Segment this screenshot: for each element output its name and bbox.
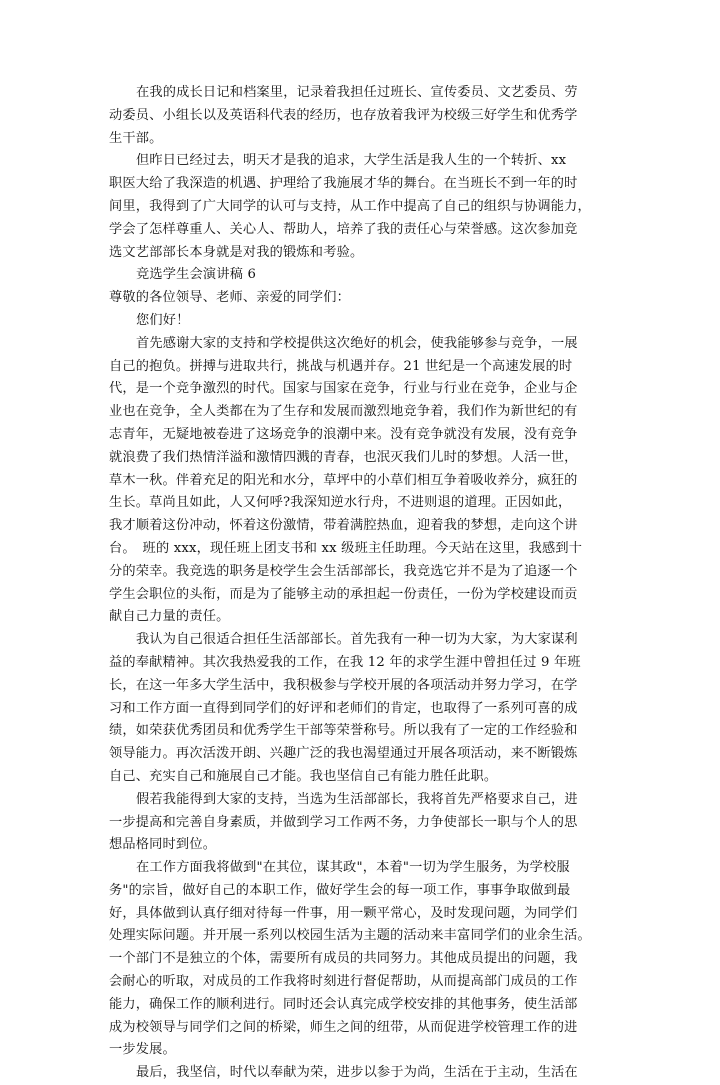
text-line: 在我的成长日记和档案里，记录着我担任过班长、宣传委员、文艺委员、劳 bbox=[136, 85, 578, 100]
text-line: 一个部门不是独立的个体，需要所有成员的共同努力。其他成员提出的问题，我 bbox=[109, 951, 578, 967]
text-line: 我认为自己很适合担任生活部部长。首先我有一种一切为大家，为大家谋利 bbox=[136, 632, 578, 648]
text-line: 分的荣幸。我竞选的职务是校学生会生活部部长，我竞选它并不是为了追逐一个 bbox=[109, 563, 578, 579]
text-line: 长，在这一年多大学生活中，我积极参与学校开展的各项活动并努力学习，在学 bbox=[109, 677, 578, 693]
text-line: 志青年，无疑地被卷进了这场竞争的浪潮中来。没有竞争就没有发展，没有竞争 bbox=[109, 426, 578, 442]
text-line: 一步提高和完善自身素质，并做到学习工作两不务，力争使部长一职与个人的思 bbox=[109, 814, 578, 830]
text-line: 成为校领导与同学们之间的桥梁，师生之间的纽带，从而促进学校管理工作的进 bbox=[109, 1019, 578, 1035]
text-line: 学会了怎样尊重人、关心人、帮助人，培养了我的责任心与荣誉感。这次参加竞 bbox=[109, 221, 578, 237]
text-line: 选文艺部部长本身就是对我的锻炼和考验。 bbox=[109, 244, 364, 260]
text-line: 绩，如荣获优秀团员和优秀学生干部等荣誉称号。所以我有了一定的工作经验和 bbox=[109, 723, 578, 739]
text-line: 自己的抱负。拼搏与进取共行，挑战与机遇并存。21 世纪是一个高速发展的时 bbox=[109, 358, 573, 374]
text-line: 业也在竞争，全人类都在为了生存和发展而激烈地竞争着，我们作为新世纪的有 bbox=[109, 404, 578, 420]
text-line: 竞选学生会演讲稿 6 bbox=[136, 267, 257, 283]
text-line: 首先感谢大家的支持和学校提供这次绝好的机会，使我能够参与竞争，一展 bbox=[136, 335, 578, 351]
text-line: 我才顺着这份冲动，怀着这份激情，带着满腔热血，迎着我的梦想，走向这个讲 bbox=[109, 518, 578, 534]
text-line: 自己、充实自己和施展自己才能。我也坚信自己有能力胜任此职。 bbox=[109, 768, 498, 784]
text-line: 就浪费了我们热情洋溢和激情四溅的青春，也泯灭我们儿时的梦想。人活一世， bbox=[109, 449, 578, 465]
text-line: 台。 班的 xxx，现任班上团支书和 xx 级班主任助理。今天站在这里，我感到十 bbox=[109, 540, 583, 556]
text-line: 益的奉献精神。其次我热爱我的工作，在我 12 年的求学生涯中曾担任过 9 年班 bbox=[109, 654, 581, 670]
text-line: 好，具体做到认真仔细对待每一件事，用一颗平常心，及时发现问题，为同学们 bbox=[109, 905, 578, 921]
text-line: 领导能力。再次活泼开朗、兴趣广泛的我也渴望通过开展各项活动，来不断锻炼 bbox=[109, 746, 578, 762]
text-line: 能力，确保工作的顺利进行。同时还会认真完成学校安排的其他事务，使生活部 bbox=[109, 996, 578, 1012]
text-line: 代，是一个竞争激烈的时代。国家与国家在竞争，行业与行业在竞争，企业与企 bbox=[109, 381, 578, 397]
text-line: 但昨日已经过去，明天才是我的追求，大学生活是我人生的一个转折、xx bbox=[136, 153, 567, 169]
text-line: 草木一秋。伴着充足的阳光和水分，草坪中的小草们相互争着吸收养分，疯狂的 bbox=[109, 472, 578, 488]
text-line: 最后，我坚信，时代以奉献为荣，进步以参于为尚，生活在于主动，生活在 bbox=[136, 1065, 578, 1081]
text-line: 生长。草尚且如此，人又何呼?我深知逆水行舟，不进则退的道理。正因如此， bbox=[109, 495, 572, 511]
text-line: 献自己力量的责任。 bbox=[109, 609, 230, 625]
text-line: 务"的宗旨，做好自己的本职工作，做好学生会的每一项工作，事事争取做到最 bbox=[109, 882, 571, 898]
text-line: 学生会职位的头衔，而是为了能够主动的承担起一份责任，一份为学校建设而贡 bbox=[109, 586, 578, 602]
text-line: 想品格同时到位。 bbox=[109, 837, 217, 853]
text-line: 生干部。 bbox=[109, 130, 163, 146]
text-line: 假若我能得到大家的支持，当选为生活部部长，我将首先严格要求自己，进 bbox=[136, 791, 578, 807]
text-line: 间里，我得到了广大同学的认可与支持，从工作中提高了自己的组织与协调能力， bbox=[109, 198, 591, 214]
text-line: 尊敬的各位领导、老师、亲爱的同学们： bbox=[109, 290, 350, 306]
text-line: 您们好！ bbox=[136, 312, 190, 328]
text-line: 处理实际问题。并开展一系列以校园生活为主题的活动来丰富同学们的业余生活。 bbox=[109, 928, 591, 944]
text-line: 习和工作方面一直得到同学们的好评和老师们的肯定，也取得了一系列可喜的成 bbox=[109, 700, 578, 716]
text-line: 职医大给了我深造的机遇、护理给了我施展才华的舞台。在当班长不到一年的时 bbox=[109, 176, 578, 192]
text-line: 动委员、小组长以及英语科代表的经历，也存放着我评为校级三好学生和优秀学 bbox=[109, 107, 578, 123]
text-line: 一步发展。 bbox=[109, 1042, 176, 1058]
text-line: 在工作方面我将做到"在其位，谋其政"，本着"一切为学生服务，为学校服 bbox=[136, 860, 570, 876]
text-line: 会耐心的听取，对成员的工作我将时刻进行督促帮助，从而提高部门成员的工作 bbox=[109, 974, 578, 990]
